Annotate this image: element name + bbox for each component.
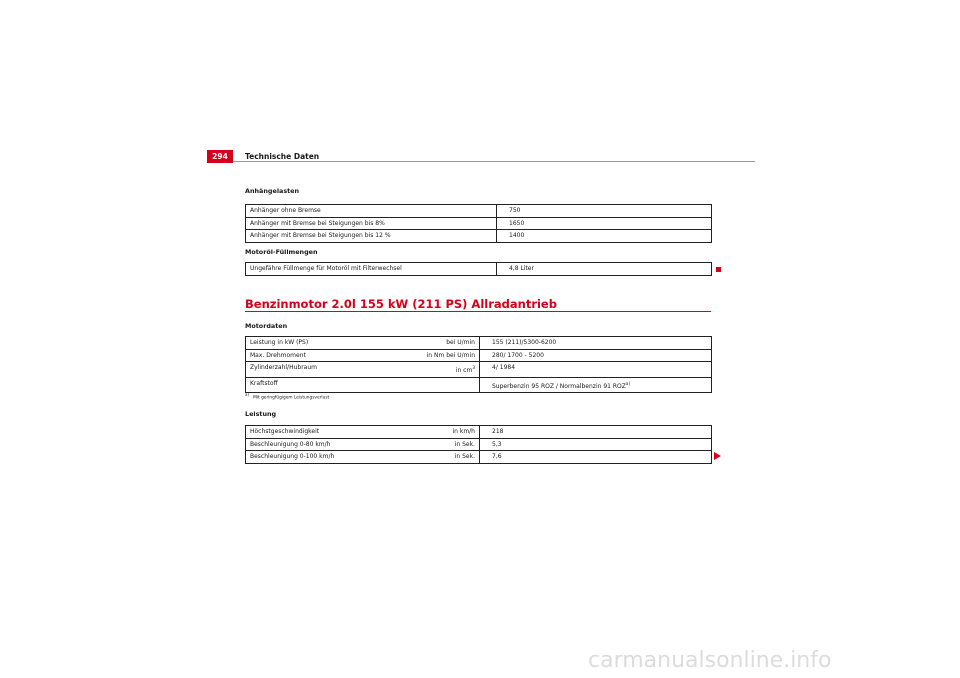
cell-label bbox=[246, 438, 480, 451]
footnote-ref: a) bbox=[625, 380, 631, 386]
cell-value: 1650 bbox=[497, 217, 712, 230]
heading-motoroel: Motoröl-Füllmengen bbox=[245, 248, 318, 256]
cell-label bbox=[246, 349, 480, 362]
row-unit: bei U/min bbox=[446, 339, 475, 346]
section-rule bbox=[245, 311, 711, 312]
table-row bbox=[246, 217, 712, 230]
continue-arrow-icon bbox=[714, 452, 721, 460]
running-title: Technische Daten bbox=[245, 152, 320, 161]
unit-text: in cm bbox=[455, 367, 473, 374]
table-row bbox=[246, 230, 712, 243]
cell-value: 218 bbox=[480, 426, 712, 439]
table-anhaengelasten bbox=[245, 204, 712, 243]
cell-value: 1400 bbox=[497, 230, 712, 243]
footnote-text: Mit geringfügigem Leistungsverlust bbox=[253, 395, 330, 401]
cell-value: 4,8 Liter bbox=[497, 263, 712, 276]
page-number: 294 bbox=[207, 150, 233, 163]
cell-label bbox=[246, 426, 480, 439]
cell-label: Ungefähre Füllmenge für Motoröl mit Filterwechsel bbox=[246, 263, 497, 276]
section-title: Benzinmotor 2.0l 155 kW (211 PS) Allradantrieb bbox=[245, 297, 557, 311]
table-row bbox=[246, 263, 712, 276]
row-label: Zylinderzahl/Hubraum bbox=[250, 364, 317, 371]
heading-leistung: Leistung bbox=[245, 410, 277, 418]
table-row bbox=[246, 362, 712, 378]
row-label: Leistung in kW (PS) bbox=[250, 339, 309, 346]
row-unit: in Sek. bbox=[454, 440, 475, 448]
row-label: Beschleunigung 0-100 km/h bbox=[250, 453, 335, 460]
row-label: Beschleunigung 0-80 km/h bbox=[250, 440, 331, 448]
value-text: Superbenzin 95 ROZ / Normalbenzin 91 ROZ bbox=[492, 382, 626, 390]
cell-label: Anhänger mit Bremse bei Steigungen bis 8% bbox=[246, 217, 497, 230]
cell-label bbox=[246, 362, 480, 378]
cell-label bbox=[246, 451, 480, 464]
cell-label: Anhänger mit Bremse bei Steigungen bis 12 % bbox=[246, 230, 497, 243]
unit-superscript: 3 bbox=[472, 365, 475, 370]
table-row bbox=[246, 451, 712, 464]
row-unit bbox=[456, 362, 475, 377]
footnote-marker: a) bbox=[245, 392, 250, 397]
row-unit: in km/h bbox=[452, 428, 475, 435]
heading-motordaten: Motordaten bbox=[245, 322, 288, 330]
cell-value: 280/ 1700 - 5200 bbox=[480, 349, 712, 362]
table-row bbox=[246, 205, 712, 218]
cell-value: 750 bbox=[497, 205, 712, 218]
table-row bbox=[246, 337, 712, 350]
cell-value: 7,6 bbox=[480, 451, 712, 464]
cell-value: 4/ 1984 bbox=[480, 362, 712, 378]
table-motordaten bbox=[245, 336, 712, 393]
table-motoroel bbox=[245, 262, 712, 276]
cell-label: Anhänger ohne Bremse bbox=[246, 205, 497, 218]
row-label: Kraftstoff bbox=[250, 379, 278, 387]
heading-anhaengelasten: Anhängelasten bbox=[245, 187, 300, 195]
row-label: Höchstgeschwindigkeit bbox=[250, 428, 320, 435]
table-leistung bbox=[245, 425, 712, 464]
watermark: carmanualsonline.info bbox=[588, 648, 832, 673]
cell-value: 155 (211)/5300-6200 bbox=[480, 337, 712, 350]
cell-value: 5,3 bbox=[480, 438, 712, 451]
header-rule bbox=[233, 161, 755, 162]
table-row bbox=[246, 349, 712, 362]
cell-label bbox=[246, 377, 480, 393]
table-row bbox=[246, 377, 712, 393]
cell-value bbox=[480, 377, 712, 393]
section-end-marker bbox=[716, 267, 721, 272]
row-unit: in Nm bei U/min bbox=[426, 351, 475, 359]
table-row bbox=[246, 438, 712, 451]
table-row bbox=[246, 426, 712, 439]
footnote bbox=[245, 392, 330, 401]
row-unit: in Sek. bbox=[454, 453, 475, 460]
row-label: Max. Drehmoment bbox=[250, 351, 306, 359]
cell-label bbox=[246, 337, 480, 350]
